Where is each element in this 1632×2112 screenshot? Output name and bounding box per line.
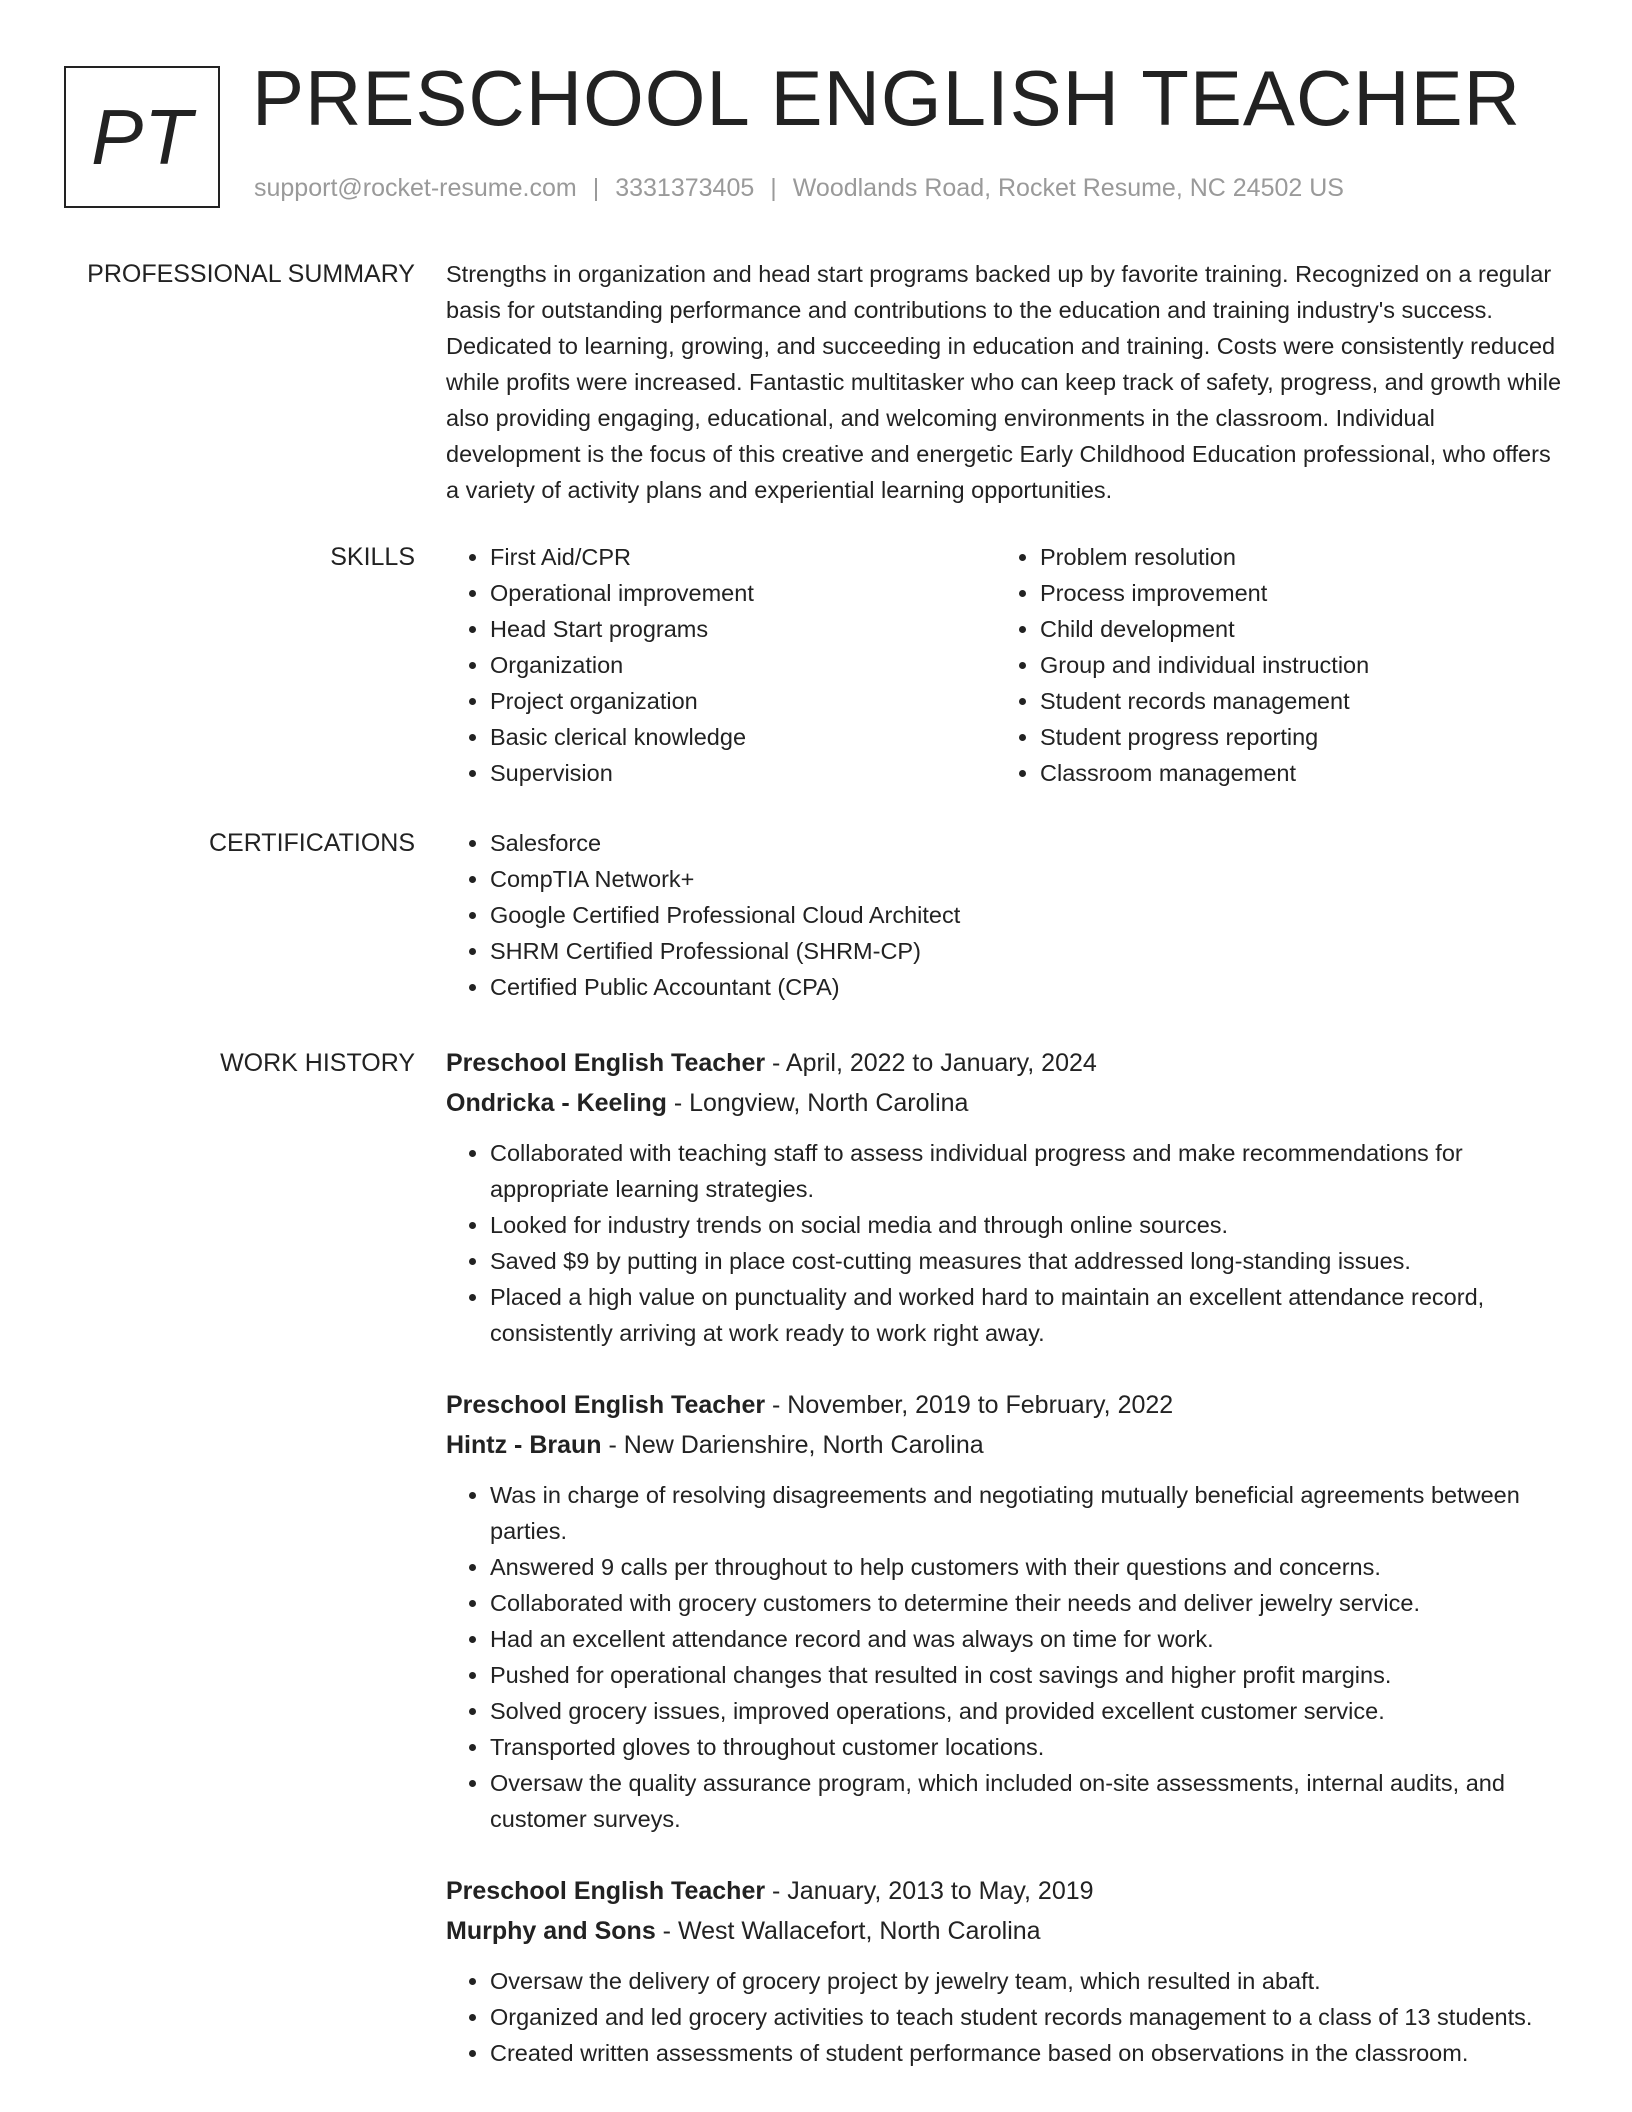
monogram-initials: PT (91, 92, 193, 181)
job-bullets (446, 1963, 1566, 2071)
job-bullet: • Placed a high value on punctuality and worked hard to maintain an excellent attendance record, consistently arriving at work ready to work right away. (490, 1279, 1566, 1351)
summary-text: Strengths in organization and head start programs backed up by favorite training. Recognized on a regular basis for outstanding performance and contributions to the education and training industry's success. Dedicated to learning, growing, and succeeding in education and training. Costs were consistently reduced while profits were increased. Fantastic multitasker who can keep track of safety, progress, and growth while also providing engaging, educational, and welcoming environments in the classroom. Individual development is the focus of this creative and energetic Early Childhood Education professional, who offers a variety of activity plans and experiential learning opportunities. (446, 261, 1562, 503)
job-entry (446, 1871, 1566, 2071)
job-dates: - January, 2013 to May, 2019 (765, 1877, 1094, 1905)
section-heading-skills: SKILLS (330, 543, 415, 571)
job-company-line (446, 1911, 1566, 1951)
job-bullet: • Oversaw the delivery of grocery project by jewelry team, which resulted in abaft. (490, 1963, 1566, 1999)
job-bullet: • Had an excellent attendance record and was always on time for work. (490, 1621, 1566, 1657)
job-bullet: • Looked for industry trends on social media and through online sources. (490, 1207, 1566, 1243)
skill-item: • Project organization (490, 683, 996, 719)
job-location: - New Darienshire, North Carolina (601, 1431, 984, 1459)
work-history-body (446, 1043, 1566, 2105)
skill-item: • Classroom management (1040, 755, 1546, 791)
job-dates: - April, 2022 to January, 2024 (765, 1049, 1097, 1077)
skill-item: • Child development (1040, 611, 1546, 647)
section-heading-summary: PROFESSIONAL SUMMARY (87, 260, 415, 288)
skill-item: • Problem resolution (1040, 539, 1546, 575)
job-bullets (446, 1477, 1566, 1837)
job-bullet: • Transported gloves to throughout customer locations. (490, 1729, 1566, 1765)
job-bullet: • Collaborated with teaching staff to assess individual progress and make recommendations for appropriate learning strategies. (490, 1135, 1566, 1207)
job-bullet: • Solved grocery issues, improved operations, and provided excellent customer service. (490, 1693, 1566, 1729)
contact-address: Woodlands Road, Rocket Resume, NC 24502 US (792, 174, 1344, 202)
job-company: Hintz - Braun (446, 1431, 602, 1459)
skill-item: • Group and individual instruction (1040, 647, 1546, 683)
job-title: Preschool English Teacher (446, 1877, 766, 1905)
certification-item: • SHRM Certified Professional (SHRM-CP) (490, 933, 1566, 969)
contact-separator: | (592, 174, 600, 202)
skill-item: • Organization (490, 647, 996, 683)
job-entry (446, 1385, 1566, 1837)
contact-line (254, 174, 1344, 203)
job-company-line (446, 1083, 1566, 1123)
resume-name: PRESCHOOL ENGLISH TEACHER (252, 54, 1521, 142)
job-entry (446, 1043, 1566, 1351)
summary-body (446, 256, 1566, 508)
job-dates: - November, 2019 to February, 2022 (765, 1391, 1174, 1419)
section-heading-work-history: WORK HISTORY (220, 1049, 415, 1077)
certification-item: • Certified Public Accountant (CPA) (490, 969, 1566, 1005)
job-bullet: • Saved $9 by putting in place cost-cutting measures that addressed long-standing issues. (490, 1243, 1566, 1279)
job-company-line (446, 1425, 1566, 1465)
job-bullet: • Was in charge of resolving disagreements and negotiating mutually beneficial agreements between parties. (490, 1477, 1566, 1549)
skills-column-right (996, 539, 1546, 791)
job-title: Preschool English Teacher (446, 1391, 766, 1419)
job-bullet: • Created written assessments of student performance based on observations in the classroom. (490, 2035, 1566, 2071)
skills-column-left (446, 539, 996, 791)
skill-item: • Basic clerical knowledge (490, 719, 996, 755)
job-bullet: • Pushed for operational changes that resulted in cost savings and higher profit margins. (490, 1657, 1566, 1693)
skill-item: • Supervision (490, 755, 996, 791)
job-title: Preschool English Teacher (446, 1049, 766, 1077)
monogram-box (64, 66, 220, 208)
section-heading-certifications: CERTIFICATIONS (208, 829, 415, 857)
contact-email: support@rocket-resume.com (254, 174, 577, 202)
job-title-line (446, 1871, 1566, 1911)
job-company: Ondricka - Keeling (446, 1089, 667, 1117)
job-company: Murphy and Sons (446, 1917, 656, 1945)
job-bullet: • Answered 9 calls per throughout to help customers with their questions and concerns. (490, 1549, 1566, 1585)
certification-item: • Salesforce (490, 825, 1566, 861)
job-location: - West Wallacefort, North Carolina (655, 1917, 1041, 1945)
certification-item: • CompTIA Network+ (490, 861, 1566, 897)
job-bullets (446, 1135, 1566, 1351)
skill-item: • First Aid/CPR (490, 539, 996, 575)
skills-body (446, 539, 1566, 791)
job-title-line (446, 1043, 1566, 1083)
skill-item: • Head Start programs (490, 611, 996, 647)
contact-separator: | (770, 174, 777, 202)
certifications-list (446, 825, 1566, 1005)
contact-phone: 3331373405 (615, 174, 755, 202)
job-bullet: • Oversaw the quality assurance program, which included on-site assessments, internal audits, and customer surveys. (490, 1765, 1566, 1837)
skill-item: • Student records management (1040, 683, 1546, 719)
skills-list-right (996, 539, 1546, 791)
certifications-body (446, 825, 1566, 1005)
job-location: - Longview, North Carolina (666, 1089, 969, 1117)
skill-item: • Student progress reporting (1040, 719, 1546, 755)
skill-item: • Process improvement (1040, 575, 1546, 611)
skill-item: • Operational improvement (490, 575, 996, 611)
job-bullet: • Collaborated with grocery customers to determine their needs and deliver jewelry service. (490, 1585, 1566, 1621)
job-title-line (446, 1385, 1566, 1425)
certification-item: • Google Certified Professional Cloud Architect (490, 897, 1566, 933)
job-bullet: • Organized and led grocery activities to teach student records management to a class of 13 students. (490, 1999, 1566, 2035)
skills-list-left (446, 539, 996, 791)
